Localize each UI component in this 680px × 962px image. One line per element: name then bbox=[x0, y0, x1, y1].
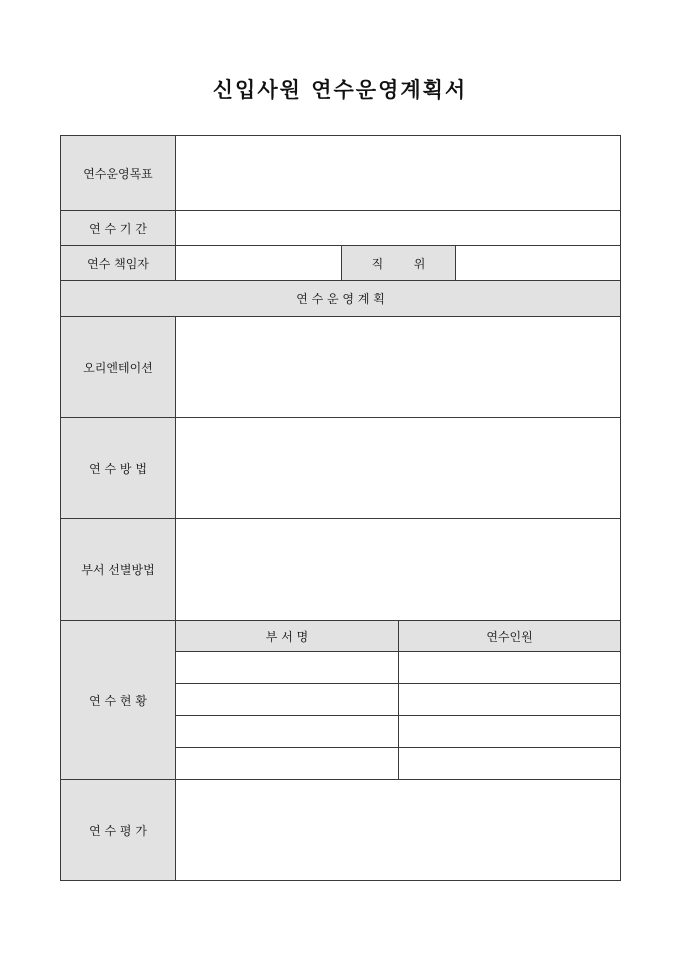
position-field[interactable] bbox=[456, 246, 621, 281]
status-count-cell[interactable] bbox=[399, 652, 621, 684]
manager-field[interactable] bbox=[176, 246, 342, 281]
status-header-row bbox=[61, 621, 621, 652]
period-row bbox=[61, 211, 621, 246]
method-label: 연 수 방 법 bbox=[61, 418, 176, 519]
section-header: 연 수 운 영 계 획 bbox=[61, 281, 621, 317]
status-dept-cell[interactable] bbox=[176, 748, 399, 780]
period-field[interactable] bbox=[176, 211, 621, 246]
dept-selection-label: 부서 선별방법 bbox=[61, 519, 176, 621]
evaluation-field[interactable] bbox=[176, 780, 621, 881]
training-plan-form bbox=[60, 135, 621, 881]
goal-field[interactable] bbox=[176, 136, 621, 211]
goal-label: 연수운영목표 bbox=[61, 136, 176, 211]
dept-selection-row bbox=[61, 519, 621, 621]
position-label: 직 위 bbox=[342, 246, 456, 281]
status-count-cell[interactable] bbox=[399, 716, 621, 748]
orientation-field[interactable] bbox=[176, 317, 621, 418]
document-title: 신입사원 연수운영계획서 bbox=[212, 77, 468, 102]
manager-row bbox=[61, 246, 621, 281]
dept-selection-field[interactable] bbox=[176, 519, 621, 621]
status-count-cell[interactable] bbox=[399, 684, 621, 716]
method-field[interactable] bbox=[176, 418, 621, 519]
method-row bbox=[61, 418, 621, 519]
evaluation-label: 연 수 평 가 bbox=[61, 780, 176, 881]
status-dept-header: 부 서 명 bbox=[176, 621, 399, 652]
goal-row bbox=[61, 136, 621, 211]
period-label: 연 수 기 간 bbox=[61, 211, 176, 246]
status-dept-cell[interactable] bbox=[176, 652, 399, 684]
orientation-label: 오리엔테이션 bbox=[61, 317, 176, 418]
evaluation-row bbox=[61, 780, 621, 881]
orientation-row bbox=[61, 317, 621, 418]
manager-label: 연수 책임자 bbox=[61, 246, 176, 281]
status-count-cell[interactable] bbox=[399, 748, 621, 780]
section-header-row bbox=[61, 281, 621, 317]
status-label: 연 수 현 황 bbox=[61, 621, 176, 780]
status-dept-cell[interactable] bbox=[176, 684, 399, 716]
status-dept-cell[interactable] bbox=[176, 716, 399, 748]
status-count-header: 연수인원 bbox=[399, 621, 621, 652]
